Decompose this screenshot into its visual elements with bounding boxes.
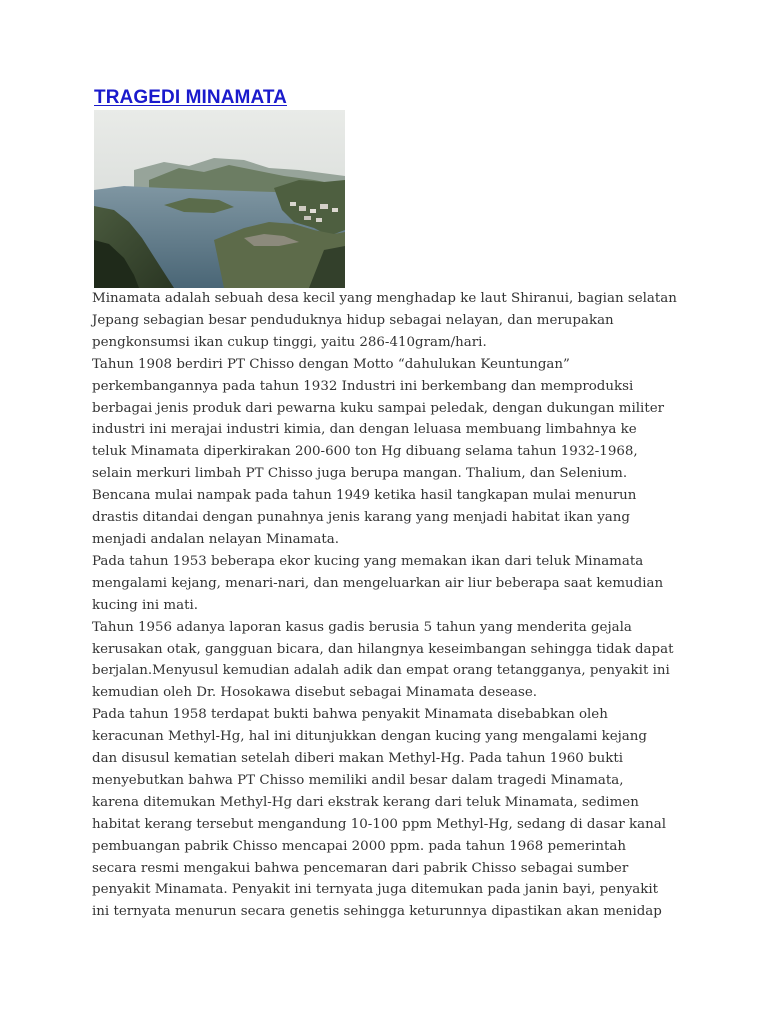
body-line: industri ini merajai industri kimia, dan dengan leluasa membuang limbahnya ke: [92, 422, 637, 438]
body-line: pengkonsumsi ikan cukup tinggi, yaitu 286-410gram/hari.: [92, 334, 487, 350]
body-line: habitat kerang tersebut mengandung 10-100 ppm Methyl-Hg, sedang di dasar kanal: [92, 816, 666, 832]
body-line: ini ternyata menurun secara genetis sehingga keturunnya dipastikan akan menidap: [92, 904, 662, 920]
body-line: Jepang sebagian besar penduduknya hidup sebagai nelayan, dan merupakan: [92, 312, 614, 328]
body-line: menjadi andalan nelayan Minamata.: [92, 531, 339, 547]
body-line: teluk Minamata diperkirakan 200-600 ton Hg dibuang selama tahun 1932-1968,: [92, 444, 638, 460]
body-line: karena ditemukan Methyl-Hg dari ekstrak kerang dari teluk Minamata, sedimen: [92, 794, 639, 810]
body-line: mengalami kejang, menari-nari, dan mengeluarkan air liur beberapa saat kemudian: [92, 575, 664, 591]
body-line: pembuangan pabrik Chisso mencapai 2000 ppm. pada tahun 1968 pemerintah: [92, 838, 626, 854]
body-line: berbagai jenis produk dari pewarna kuku sampai peledak, dengan dukungan militer: [92, 400, 665, 416]
body-line: Pada tahun 1958 terdapat bukti bahwa penyakit Minamata disebabkan oleh: [92, 707, 608, 723]
body-line: perkembangannya pada tahun 1932 Industri ini berkembang dan memproduksi: [92, 378, 634, 394]
page-title[interactable]: TRAGEDI MINAMATA: [94, 87, 287, 108]
article-body: [92, 288, 692, 923]
body-line: penyakit Minamata. Penyakit ini ternyata juga ditemukan pada janin bayi, penyakit: [92, 882, 659, 898]
body-line: berjalan.Menyusul kemudian adalah adik dan empat orang tetangganya, penyakit ini: [92, 663, 670, 679]
bay-landscape-photo: [94, 110, 345, 288]
body-line: Minamata adalah sebuah desa kecil yang menghadap ke laut Shiranui, bagian selatan: [92, 291, 677, 306]
body-line: Pada tahun 1953 beberapa ekor kucing yang memakan ikan dari teluk Minamata: [92, 553, 644, 569]
body-line: Tahun 1908 berdiri PT Chisso dengan Motto “dahulukan Keuntungan”: [92, 356, 570, 372]
body-line: selain merkuri limbah PT Chisso juga berupa mangan. Thalium, dan Selenium.: [92, 466, 628, 482]
body-line: dan disusul kematian setelah diberi makan Methyl-Hg. Pada tahun 1960 bukti: [92, 751, 624, 767]
body-line: keracunan Methyl-Hg, hal ini ditunjukkan dengan kucing yang mengalami kejang: [92, 729, 647, 745]
body-line: menyebutkan bahwa PT Chisso memiliki andil besar dalam tragedi Minamata,: [92, 772, 624, 788]
body-line: Tahun 1956 adanya laporan kasus gadis berusia 5 tahun yang menderita gejala: [92, 619, 632, 635]
body-line: drastis ditandai dengan punahnya jenis karang yang menjadi habitat ikan yang: [92, 510, 630, 526]
body-line: Bencana mulai nampak pada tahun 1949 ketika hasil tangkapan mulai menurun: [92, 488, 637, 504]
body-line: secara resmi mengakui bahwa pencemaran dari pabrik Chisso sebagai sumber: [92, 860, 629, 876]
body-line: kemudian oleh Dr. Hosokawa disebut sebagai Minamata desease.: [92, 685, 538, 701]
body-line: kucing ini mati.: [92, 597, 199, 613]
body-line: kerusakan otak, gangguan bicara, dan hilangnya keseimbangan sehingga tidak dapat: [92, 641, 674, 657]
